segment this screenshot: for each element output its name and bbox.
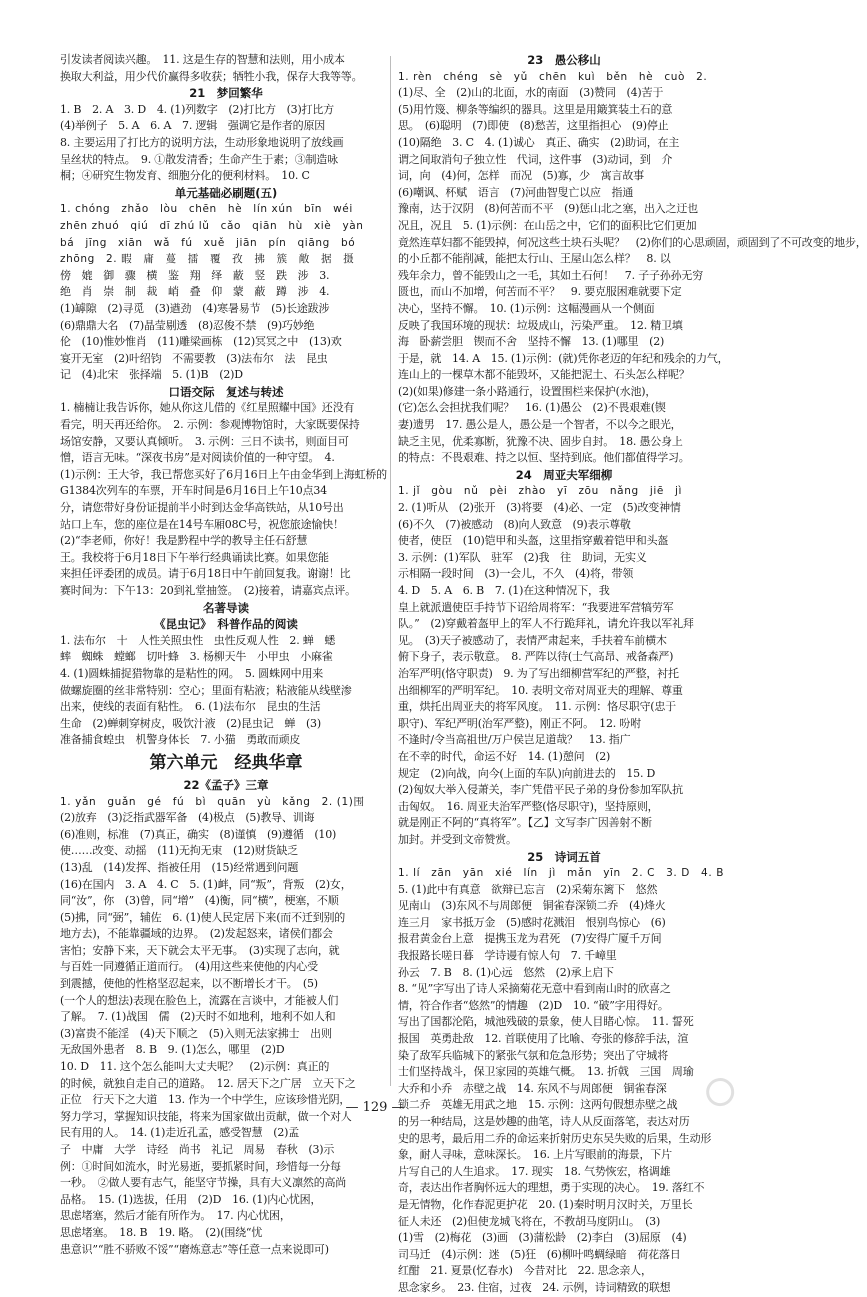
answer-line: 的时候，就独自走自己的道路。 12. 居天下之广居 立天下之 [60,1076,356,1090]
answer-line: 换取大利益，用少代价赢得多收获；牺牲小我，保存大我等等。 [60,69,363,83]
answer-line: (1)雪 (2)梅花 (3)画 (3)蒲松龄 (2)李白 (3)屈原 (4) [398,1231,687,1245]
answer-line: 到震撼，使他的性格坚忍起来，以不断增长才干。 (5) [60,977,318,991]
answer-line: 于是，就 14. A 15. (1)示例：(就)凭你老迈的年纪和残余的力气， [398,351,729,365]
answer-line: 患意识”“胜不骄败不馁”“磨炼意志”等任意一点来说即可) [60,1242,329,1256]
answer-line: 就是刚正不阿的“真将军”。【乙】文写李广因善射不断 [398,816,652,830]
answer-line: 4. D 5. A 6. B 7. (1)在这种情况下，我 [398,584,610,597]
answer-line: 谓之间取消句子独立性 代词，这件事 (3)动词，到 介 [398,152,673,166]
answer-line: 队。” (2)穿戴着盔甲上的军人不行跪拜礼，请允许我以军礼拜 [398,617,694,631]
answer-line: (6)鼎鼎大名 (7)晶莹剔透 (8)忍俊不禁 (9)巧妙绝 [60,318,315,332]
answer-line: 红酣 21. 夏景(忆春水) 今昔对比 22. 思念亲人， [398,1264,652,1278]
answer-line: G1384次列车的车票，开车时间是6月16日上午10点34 [60,484,327,498]
answer-line: 地方去)，不能靠疆域的边界。 (2)发起怒来，诸侯们都会 [60,927,333,941]
left-block-4 [60,400,392,599]
answer-line: (5)用竹篾、柳条等编织的器具。这里是用簸箕装土石的意 [398,102,673,116]
answer-line: (2)放弃 (3)泛指武器军备 (4)极点 (5)教导、训诲 [60,811,315,825]
answer-line: 残年余力，曾不能毁山之一毛，其如土石何！ 7. 子子孙孙无穷 [398,268,703,282]
answer-line: 思。 (6)聪明 (7)即使 (8)愁苦，这里指担心 (9)停止 [398,119,669,133]
answer-line: 4. (1)圆蛛捕捉猎物靠的是粘性的网。 5. 圆蛛网中用来 [60,666,324,680]
answer-line: 1. jǐ gòu nǔ pèi zhào yī zōu nǎng jiē jì [398,485,683,498]
answer-line: 害怕；安静下来，天下就会太平无事。 (3)实现了志向，就 [60,943,340,957]
answer-line: 连三月 家书抵万金 (5)感时花溅泪 恨别鸟惊心 (6) [398,915,666,929]
answer-line: 记 (4)北宋 张择端 5. (1)B (2)D [60,368,243,382]
answer-line: 与百姓一同遵循正道而行。 (4)用这些来使他的内心受 [60,960,318,974]
right-block-9-pinyin [398,865,730,882]
answer-line: 不逢时/令当高祖世/万户侯岂足道哉？ 13. 指广 [398,733,631,747]
answer-line: 加封。并受到文帝赞赏。 [398,832,517,846]
answer-line: (13)乱 (14)发挥、指被任用 (15)经常遇到问题 [60,860,299,874]
insects-heading: 《昆虫记》 科普作品的阅读 [154,617,298,632]
answer-line: 示相隔一段时间 (3)一会儿，不久 (4)将，带领 [398,567,634,581]
answer-line: 1. chóng zhǎo lòu chēn hè lín xún bīn wéi [60,203,353,216]
answer-line: 写出了国都沦陷，城池残破的景象，使人目睹心惊。 11. 誓死 [398,1015,694,1029]
answer-line: 8. 主要运用了打比方的说明方法，生动形象地说明了放线画 [60,135,344,149]
answer-line: 决心，坚持不懈。 10. (1)示例：这幅漫画从一个侧面 [398,301,655,315]
answer-line: (它)怎么会担扰我们呢？ 16. (1)愚公 (2)不畏艰难(锲 [398,401,666,415]
oral-communication-heading: 口语交际 复述与转述 [168,384,284,399]
answer-line: 见。 (3)天子被感动了，表情严肃起来，手扶着车前横木 [398,633,667,647]
answer-line: 了解。 7. (1)战国 儒 (2)天时不如地利，地利不如人和 [60,1010,336,1024]
answer-line: 使……改变、动摇 (11)无拘无束 (12)财货缺乏 [60,844,298,858]
answer-line: 10. D 11. 这个怎么能叫大丈夫呢？ (2)示例：真正的 [60,1060,330,1074]
answer-line: 来担任评委团的成员。请于6月18日中午前回复我。谢谢！比 [60,567,351,581]
answer-line: 憎，语言无味。“深夜书房”是对阅读价值的一种守望。 4. [60,451,335,465]
left-block-5 [60,633,392,749]
answer-line: 正位 行天下之大道 13. 作为一个中学生，应该珍惜光阴， [60,1093,351,1107]
answer-line: 是无情物，化作春泥更护花 20. (1)秦时明月汉时关，万里长 [398,1197,693,1211]
answer-line: 规定 (2)向战，向今(上面的车队)向前进去的 15. D [398,766,656,780]
answer-line: (一个人的想法)表现在脸色上，流露在言谈中，才能被人们 [60,993,339,1007]
answer-line: 5. (1)此中有真意 欲辩已忘言 (2)采菊东篱下 悠然 [398,882,658,896]
answer-line: (5)拂，同“弼”，辅佐 6. (1)使人民定居下来(而不迁到别的 [60,910,346,924]
lesson-24-heading: 24 周亚夫军细柳 [515,467,613,482]
answer-line: 例：①时间如流水，时光易逝，要抓紧时间，珍惜每一分每 [60,1159,341,1173]
answer-line: 报君黄金台上意 提携玉龙为君死 (7)安得广厦千万间 [398,932,662,946]
answer-line: 1. 楠楠让我告诉你，她从你这儿借的《红星照耀中国》还没有 [60,401,355,415]
answer-line: 词，向 (4)何，怎样 而况 (5)寡，少 寓言故事 [398,169,644,183]
answer-line: 赛时间为：下午13：20到礼堂抽签。 (2)接着，请嘉宾点评。 [60,584,356,597]
answer-line: 同“汝”，你 (3)曾，同“增” (4)衡，同“横”，梗塞，不顺 [60,894,339,908]
answer-line: 片写自己的人生追求。 17. 现实 18. 气势恢宏，格调雄 [398,1164,671,1178]
answer-line: 引发读者阅读兴趣。 11. 这是生存的智慧和法则，用小成本 [60,53,345,66]
answer-line: (2)(如果)修建一条小路通行，设置围栏来保护(水池)， [398,384,657,398]
right-block-8 [398,500,730,848]
answer-line: 皇上就派遣使臣手持节下诏给周将军：“我要进军营犒劳军 [398,600,674,614]
answer-line: 况且，况且 5. (1)示例：在山岳之中，它们的面积比它们更加 [398,218,697,232]
answer-line: 使者，使臣 (10)铠甲和头盔，这里指穿戴着铠甲和头盔 [398,534,669,548]
answer-line: 品格。 15. (1)选拔，任用 (2)D 16. (1)内心忧困， [60,1192,322,1206]
answer-line: 做螺旋圈的丝非常特别：空心；里面有粘液；粘液能从线壁渗 [60,683,352,697]
answer-line: 情，符合作者“悠然”的情趣 (2)D 10. “破”字用得好。 [398,998,669,1012]
answer-line: 治军严明(恪守职责) 9. 为了写出细柳营军纪的严整，衬托 [398,666,679,680]
answer-line: 2. (1)听从 (2)张开 (3)将要 (4)必、一定 (5)改变神情 [398,501,681,515]
right-block-7-pinyin [398,69,730,86]
answer-line: (1)尽、全 (2)山的北面，水的南面 (3)赞同 (4)苦于 [398,86,664,100]
answer-line: 王。我校将于6月18日下午举行经典诵读比赛。如果您能 [60,550,329,564]
lesson-22-heading: 22《孟子》三章 [183,777,269,792]
answer-line: 连山上的一棵草木都不能毁坏，又能把泥土、石头怎么样呢？ [398,368,690,382]
left-block-3 [60,268,392,384]
answer-line: (3)富贵不能淫 (4)天下顺之 (5)入则无法家拂士 出则 [60,1026,332,1040]
answer-line: 看完，明天再还给你。 2. 示例：参观博物馆时，大家既要保持 [60,418,360,432]
answer-line: (16)在国内 3. A 4. C 5. (1)衅，同“叛”，背叛 (2)女， [60,877,352,891]
answer-line: 缺乏主见，优柔寡断，犹豫不决、固步自封。 18. 愚公身上 [398,434,683,448]
answer-line: 奇，表达出作者胸怀远大的理想，勇于实现的决心。 19. 落红不 [398,1181,705,1195]
answer-line: 重，烘托出周亚夫的将军风度。 11. 示例：恪尽职守(忠于 [398,700,676,714]
answer-line: 匮也，而山不加增，何苦而不平？ 9. 要克服困难就要下定 [398,285,682,299]
answer-line: (2)“李老师，你好！我是黔程中学的教导主任石舒慧 [60,534,308,548]
answer-line: 傍 媲 御 骤 横 鉴 翔 绎 蔽 竖 跌 涉 3. [60,268,330,282]
answer-line: (2)匈奴大举入侵萧关，李广凭借平民子弟的身份参加军队抗 [398,783,683,797]
answer-line: 俯下身子，表示敬意。 8. 严阵以待(士气高昂、戒备森严) [398,650,674,664]
answer-line: 准备捕食蝗虫 机警身体长 7. 小猫 勇敢而顽皮 [60,733,301,747]
answer-line: 1. lí zān yān xié lín jì mǎn yīn 2. C 3. D 4. B [398,867,724,880]
answer-line: 思虑堵塞，然后才能有所作为。 17. 内心忧困， [60,1209,291,1223]
left-block-3-pinyin [60,201,392,267]
answer-line: (1)罅隙 (2)寻觅 (3)遒劲 (4)寒暑易节 (5)长途跋涉 [60,301,330,315]
left-block-1 [60,52,392,85]
answer-line: 1. yǎn guǎn gé fú bì quān yù kǎng 2. (1)围 [60,795,365,808]
answer-line: 无敌国外患者 8. B 9. (1)怎么，哪里 (2)D [60,1043,285,1057]
lesson-25-heading: 25 诗词五首 [527,849,601,864]
watermark-mark-icon [704,1076,736,1108]
answer-line: 史的思考，最后用二乔的命运来折射历史东吴失败的后果，生动形 [398,1131,712,1145]
answer-line: 孙云 7. B 8. (1)心远 悠然 (2)承上启下 [398,965,614,979]
answer-line: 大乔和小乔 赤壁之战 14. 东风不与周郎便 铜雀春深 [398,1081,667,1095]
answer-line: 司马迁 (4)示例：迷 (5)狂 (6)柳叶鸣蜩绿暗 荷花落日 [398,1247,681,1261]
answer-line: 的小丘都不能削减，能把太行山、王屋山怎么样？ 8. 以 [398,252,671,266]
answer-line: 1. B 2. A 3. D 4. (1)列数字 (2)打比方 (3)打比方 [60,102,334,116]
answer-line: zhēn zhuó qiú dī zhú lǔ cǎo qiān hù xiè yàn [60,219,364,232]
answer-line: 锁二乔 英雄无用武之地 15. 示例：这两句假想赤壁之战 [398,1098,678,1112]
right-block-7 [398,85,867,467]
answer-line: 民有用的人。 14. (1)走近孔孟，感受智慧 (2)孟 [60,1126,300,1140]
answer-line: 击匈奴。 16. 周亚夫治军严整(恪尽职守)，坚持原则， [398,799,659,813]
answer-line: 染了敌军兵临城下的紧张气氛和危急形势；突出了守城将 [398,1048,668,1062]
classics-guide-heading: 名著导读 [203,600,249,615]
answer-line: 我报路长嗟日暮 学诗谩有惊人句 7. 千嶂里 [398,949,617,963]
answer-line: 呈丝状的特点。 9. ①散发清香；生命产生于素；③制造咏 [60,152,338,166]
unit5-review-heading: 单元基础必刷题(五) [174,185,278,200]
answer-line: 8. “见”字写出了诗人采摘菊花无意中看到南山时的欣喜之 [398,982,671,996]
page-number: — 129 — [345,1100,405,1115]
answer-line: bá jīng xiān wǎ fú xuě jiān pín qiāng bó [60,236,356,249]
answer-line: 士们坚持战斗，保卫家园的英雄气概。 13. 折戟 三国 周瑜 [398,1065,694,1079]
answer-line: 宴开无室 (2)叶绍钧 不需要教 (3)法布尔 法 昆虫 [60,351,328,365]
answer-line: (6)嘲讽、杯赋 语言 (7)河曲智叟亡以应 指通 [398,185,634,199]
answer-line: (4)举例子 5. A 6. A 7. 逻辑 强调它是作者的原因 [60,119,326,133]
answer-line: (6)不久 (7)被感动 (8)向人致意 (9)表示尊敬 [398,517,631,531]
answer-line: 努力学习，掌握知识技能，将来为国家做出贡献，做一个对人 [60,1109,352,1123]
answer-line: 职守)、军纪严明(治军严整)，刚正不阿。 12. 吩咐 [398,716,641,730]
lesson-21-heading: 21 梦回繁华 [189,86,263,101]
answer-line: 思虑堵塞。 18. B 19. 略。 (2)(围绕“忧 [60,1225,263,1239]
answer-line: 象，耐人寻味，意味深长。 16. 上片写眼前的海景，下片 [398,1148,672,1162]
answer-line: 见南山 (3)东风不与周郎便 铜雀春深锁二乔 (4)烽火 [398,899,666,913]
answer-line: 思念家乡。 23. 住宿，过夜 24. 示例，诗词精致的联想 [398,1280,671,1294]
unit6-title: 第六单元 经典华章 [149,752,303,773]
answer-line: 报国 英勇赴敌 12. 首联使用了比喻、夸张的修辞手法，渲 [398,1032,689,1046]
left-block-6-pinyin [60,794,392,811]
answer-line: 反映了我国环境的现状：垃圾成山，污染严重。 12. 精卫填 [398,318,683,332]
left-block-2 [60,102,392,185]
answer-line: 场馆安静，又要认真倾听。 3. 示例：三日不读书，则面目可 [60,434,349,448]
answer-line: 蟀 蜘蛛 螳螂 切叶蜂 3. 杨柳天牛 小甲虫 小麻雀 [60,650,333,664]
answer-line: 1. 法布尔 十 人性关照虫性 虫性反观人性 2. 蝉 蟋 [60,633,336,647]
answer-line: (1)示例：王大爷，我已帮您买好了6月16日上午由金华到上海虹桥的 [60,467,387,481]
answer-line: 的另一种结局，这是妙趣的曲笔，诗人从反面落笔，表达对历 [398,1115,690,1128]
answer-line: zhōng 2. 暇 庸 蔓 擂 覆 孜 拂 簇 敞 据 摄 [60,253,355,266]
answer-line: 桐；④研究生物发育、细胞分化的便利材料。 10. C [60,169,310,183]
answer-line: (10)隔绝 3. C 4. (1)诚心 真正、确实 (2)助词，在主 [398,135,680,149]
right-block-8-pinyin [398,483,730,500]
answer-line: 站口上车，您的座位是在14号车厢08C号，祝您旅途愉快！ [60,517,344,531]
answer-line: 出来，使线的表面有粘性。 6. (1)法布尔 昆虫的生活 [60,700,321,714]
answer-line: 1. rèn chéng sè yǔ chēn kuì běn hè cuò 2. [398,70,708,83]
answer-line: 子 中庸 大学 诗经 尚书 礼记 周易 春秋 (3)示 [60,1143,335,1156]
answer-line: 一秒。 ②做人要有志气，能坚守节操，具有大义凛然的高尚 [60,1176,347,1190]
answer-line: 分，请您带好身份证提前半小时到达金华高铁站，从10号出 [60,501,344,515]
answer-line: 伦 (10)惟妙惟肖 (11)雕梁画栋 (12)冥冥之中 (13)欢 [60,335,342,349]
answer-line: 征人未还 (2)但使龙城飞将在，不教胡马度阴山。 (3) [398,1214,661,1228]
answer-line: 妻)遗男 17. 愚公是人，愚公是一个智者，不以今之眼光， [398,418,682,432]
answer-line: 海 卧薪尝胆 锲而不舍 坚持不懈 13. (1)哪里 (2) [398,335,665,349]
answer-line: 的特点：不畏艰难、持之以恒、坚持到底。他们都值得学习。 [398,451,690,465]
answer-line: 出细柳军的严明军纪。 10. 表明文帝对周亚夫的理解、尊重 [398,683,683,697]
left-block-6 [60,810,392,1258]
right-column [398,52,867,1294]
answer-line: 绝 肖 崇 制 裁 峭 叠 仰 蒙 蔽 蹲 涉 4. [60,285,330,299]
lesson-23-heading: 23 愚公移山 [527,53,601,67]
answer-line: 3. 示例：(1)军队 驻军 (2)我 往 助词，无实义 [398,550,647,564]
answer-line: 豫南，达于汉阴 (8)何苦而不平 (9)惩山北之塞，出入之迂也 [398,202,698,216]
answer-line: 生命 (2)蝉刺穿树皮，吸饮汁液 (2)昆虫记 蝉 (3) [60,716,321,730]
answer-line: 竟然连草妇都不能毁掉，何况这些土块石头呢？ (2)你们的心思顽固，顽固到了不可改变的地步， [398,235,867,249]
answer-line: (6)准则，标准 (7)真正，确实 (8)谨慎 (9)遵循 (10) [60,827,337,841]
answer-line: 在不幸的时代，命运不好 14. (1)憩问 (2) [398,749,611,763]
